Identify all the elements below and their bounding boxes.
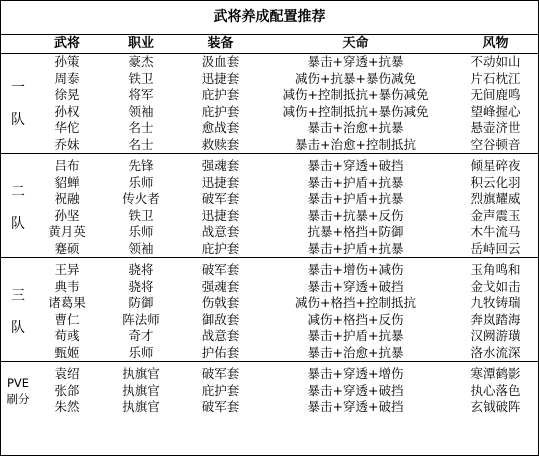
cell-gear: 破军套 — [201, 366, 240, 382]
cell-job: 防御 — [128, 295, 154, 311]
cell-name: 吕布 — [54, 158, 80, 174]
cell-gear: 强魂套 — [201, 158, 240, 174]
cell-job: 阵法师 — [122, 311, 160, 327]
cell-gear: 破军套 — [201, 262, 240, 278]
cell-style: 积云化羽 — [470, 174, 521, 190]
cell-fate: 减伤+格挡+反伤 — [307, 311, 404, 327]
cell-style: 寒潭鹤影 — [470, 366, 521, 382]
cell-style: 木牛流马 — [470, 224, 521, 240]
cell-fate: 暴击+抗暴+反伤 — [307, 207, 404, 223]
cell-style: 执心落色 — [470, 382, 521, 398]
cell-name: 黄月英 — [48, 224, 86, 240]
table-row — [1, 262, 538, 279]
cell-fate: 减伤+格挡+控制抵抗 — [295, 295, 416, 311]
table-row — [1, 241, 538, 258]
table-row — [1, 345, 538, 362]
cell-gear: 庇护套 — [201, 382, 240, 398]
header-team — [1, 35, 35, 54]
table-row — [1, 399, 538, 416]
cell-name: 孙策 — [35, 54, 99, 71]
page-title: 武将养成配置推荐 — [1, 1, 538, 35]
cell-style: 九牧铸瑞 — [470, 295, 521, 311]
cell-name: 王异 — [54, 262, 80, 278]
cell-name: 祝融 — [54, 191, 80, 207]
table-row — [1, 137, 538, 154]
cell-job: 名士 — [128, 120, 154, 136]
cell-name: 孙坚 — [54, 207, 80, 223]
cell-gear: 救赎套 — [201, 136, 240, 152]
table-row — [1, 104, 538, 121]
cell-gear: 破军套 — [201, 399, 240, 415]
cell-gear: 愈战套 — [201, 120, 240, 136]
cell-gear: 庇护套 — [201, 240, 240, 256]
cell-fate: 暴击+护盾+抗暴 — [307, 191, 404, 207]
header-job: 职业 — [127, 36, 154, 51]
cell-name: 曹仁 — [54, 311, 80, 327]
cell-job: 先锋 — [128, 158, 154, 174]
header-name: 武将 — [53, 36, 80, 51]
cell-fate: 暴击+穿透+破挡 — [307, 382, 404, 398]
cell-style: 洛水流深 — [470, 344, 521, 360]
table-row — [1, 120, 538, 137]
cell-name: 甄姬 — [54, 344, 80, 360]
cell-style: 望峰握心 — [470, 103, 521, 119]
cell-job: 领袖 — [128, 103, 154, 119]
cell-style: 汉阙游璜 — [470, 328, 521, 344]
cell-name: 荀彧 — [54, 328, 80, 344]
cell-gear: 庇护套 — [201, 103, 240, 119]
table-row — [1, 312, 538, 329]
cell-name: 典韦 — [54, 278, 80, 294]
cell-fate: 抗暴+格挡+防御 — [307, 224, 404, 240]
cell-job: 传火者 — [122, 191, 160, 207]
cell-job: 奇才 — [128, 328, 154, 344]
team-label: 三 队 — [11, 287, 25, 336]
cell-gear: 御敌套 — [201, 311, 240, 327]
team-label: 一 队 — [1, 54, 35, 154]
cell-job: 执旗官 — [122, 399, 160, 415]
table-row — [1, 191, 538, 208]
table-row — [1, 279, 538, 296]
cell-gear: 伤戟套 — [201, 295, 240, 311]
table-row — [1, 87, 538, 104]
cell-style: 金戈如击 — [470, 278, 521, 294]
header-gear: 装备 — [207, 36, 234, 51]
cell-gear: 战意套 — [201, 224, 240, 240]
cell-name: 蹇硕 — [54, 240, 80, 256]
cell-name: 貂蝉 — [54, 174, 80, 190]
cell-gear: 迅捷套 — [201, 174, 240, 190]
cell-name: 乔妹 — [54, 136, 80, 152]
cell-fate: 暴击+穿透+破挡 — [307, 278, 404, 294]
cell-gear: 庇护套 — [201, 87, 240, 103]
cell-job: 铁卫 — [128, 70, 154, 86]
cell-fate: 暴击+穿透+破挡 — [307, 399, 404, 415]
header-row — [1, 35, 538, 54]
cell-job: 铁卫 — [128, 207, 154, 223]
cell-name: 华佗 — [54, 120, 80, 136]
cell-gear: 汲血套 — [183, 54, 258, 71]
table-row — [1, 295, 538, 312]
cell-style: 悬壶济世 — [470, 120, 521, 136]
table-row — [1, 366, 538, 383]
cell-fate: 减伤+抗暴+暴伤减免 — [295, 70, 416, 86]
cell-name: 袁绍 — [54, 366, 80, 382]
cell-job: 豪杰 — [99, 54, 183, 71]
cell-fate: 暴击+穿透+破挡 — [307, 158, 404, 174]
cell-name: 孙权 — [54, 103, 80, 119]
cell-job: 乐师 — [128, 224, 154, 240]
cell-style: 奔岚踏海 — [470, 311, 521, 327]
cell-fate: 暴击+治愈+抗暴 — [307, 120, 404, 136]
cell-style: 无间鹿鸣 — [470, 87, 521, 103]
cell-job: 领袖 — [128, 240, 154, 256]
cell-gear: 护佑套 — [201, 344, 240, 360]
cell-fate: 暴击+穿透+增伤 — [307, 366, 404, 382]
cell-job: 将军 — [128, 87, 154, 103]
table-row — [1, 175, 538, 192]
cell-job: 执旗官 — [122, 382, 160, 398]
table-row — [1, 224, 538, 241]
cell-style: 玉角鸣和 — [470, 262, 521, 278]
config-table — [1, 35, 538, 416]
header-style: 风物 — [482, 36, 509, 51]
cell-style: 不动如山 — [453, 54, 538, 71]
cell-job: 骁将 — [128, 262, 154, 278]
table-row — [1, 208, 538, 225]
cell-style: 岳峙回云 — [470, 240, 521, 256]
table-row — [1, 54, 538, 71]
cell-style: 倾星碎夜 — [470, 158, 521, 174]
team-label: PVE 刷分 — [6, 375, 30, 406]
cell-job: 乐师 — [128, 344, 154, 360]
cell-gear: 破军套 — [201, 191, 240, 207]
cell-job: 乐师 — [128, 174, 154, 190]
cell-fate: 暴击+护盾+抗暴 — [307, 174, 404, 190]
table-body — [1, 54, 538, 416]
cell-name: 周泰 — [54, 70, 80, 86]
cell-fate: 暴击+护盾+抗暴 — [307, 240, 404, 256]
cell-style: 片石枕江 — [470, 70, 521, 86]
table-row — [1, 328, 538, 345]
cell-gear: 迅捷套 — [201, 207, 240, 223]
table-row — [1, 158, 538, 175]
cell-fate: 暴击+穿透+抗暴 — [258, 54, 453, 71]
cell-name: 张郃 — [54, 382, 80, 398]
cell-fate: 暴击+治愈+抗暴 — [307, 344, 404, 360]
header-fate: 天命 — [342, 36, 369, 51]
table-row — [1, 71, 538, 88]
cell-fate: 减伤+控制抵抗+暴伤减免 — [282, 103, 429, 119]
cell-style: 玄钺破阵 — [470, 399, 521, 415]
cell-fate: 暴击+治愈+控制抵抗 — [295, 136, 416, 152]
cell-style: 金声震玉 — [470, 207, 521, 223]
cell-gear: 战意套 — [201, 328, 240, 344]
cell-fate: 暴击+护盾+抗暴 — [307, 328, 404, 344]
cell-name: 徐晃 — [54, 87, 80, 103]
cell-name: 朱然 — [54, 399, 80, 415]
cell-style: 空谷顿音 — [470, 136, 521, 152]
cell-gear: 迅捷套 — [201, 70, 240, 86]
team-label: 二 队 — [11, 183, 25, 232]
cell-name: 诸葛果 — [48, 295, 86, 311]
cell-gear: 强魂套 — [201, 278, 240, 294]
cell-style: 烈旗耀威 — [470, 191, 521, 207]
cell-job: 骁将 — [128, 278, 154, 294]
cell-job: 执旗官 — [122, 366, 160, 382]
table-row — [1, 383, 538, 400]
cell-fate: 减伤+控制抵抗+暴伤减免 — [282, 87, 429, 103]
cell-fate: 暴击+增伤+减伤 — [307, 262, 404, 278]
cell-job: 名士 — [128, 136, 154, 152]
